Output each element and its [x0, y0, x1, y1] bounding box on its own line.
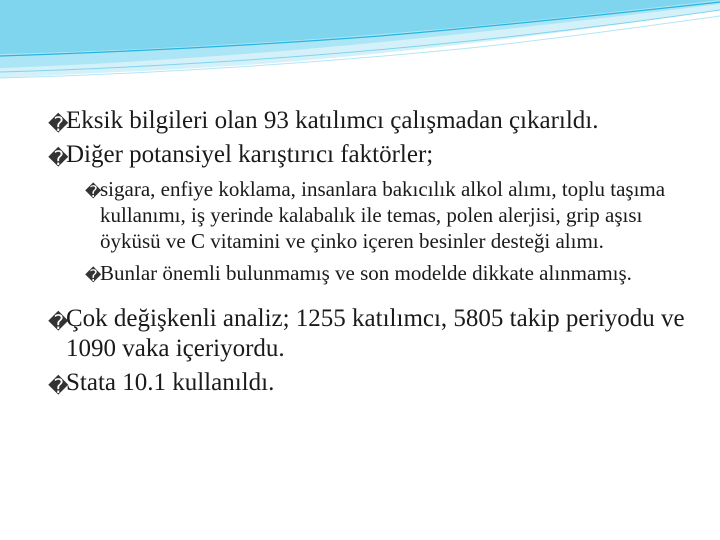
bullet-item	[48, 304, 698, 364]
bullet-text: Stata 10.1 kullanıldı.	[66, 369, 275, 396]
bullet-marker: �	[48, 112, 69, 136]
sub-bullet-item	[85, 260, 698, 286]
bullet-marker: �	[48, 146, 69, 170]
sub-bullet-text: Bunlar önemli bulunmamış ve son modelde dikkate alınmamış.	[100, 261, 632, 285]
bullet-marker: �	[85, 182, 102, 201]
bullet-item	[48, 106, 698, 136]
bullet-marker: �	[85, 266, 102, 285]
bullet-marker: �	[48, 310, 69, 334]
bullet-text: Çok değişkenli analiz; 1255 katılımcı, 5805 takip periyodu ve 1090 vaka içeriyordu.	[66, 305, 685, 362]
bullet-item	[48, 368, 698, 398]
bullet-text: Diğer potansiyel karıştırıcı faktörler;	[66, 141, 434, 168]
sub-bullet-item	[85, 176, 698, 254]
sub-bullet-text: sigara, enfiye koklama, insanlara bakıcılık alkol alımı, toplu taşıma kullanımı, iş yerinde kalabalık ile temas, polen alerjisi, grip aşısı öyküsü ve C vitamini ve çinko içeren besinler desteği alımı.	[100, 177, 666, 253]
bullet-marker: �	[48, 374, 69, 398]
bullet-text: Eksik bilgileri olan 93 katılımcı çalışmadan çıkarıldı.	[66, 107, 599, 134]
bullet-item	[48, 140, 698, 170]
header-wave-decoration	[0, 0, 720, 95]
slide-body	[48, 106, 698, 398]
